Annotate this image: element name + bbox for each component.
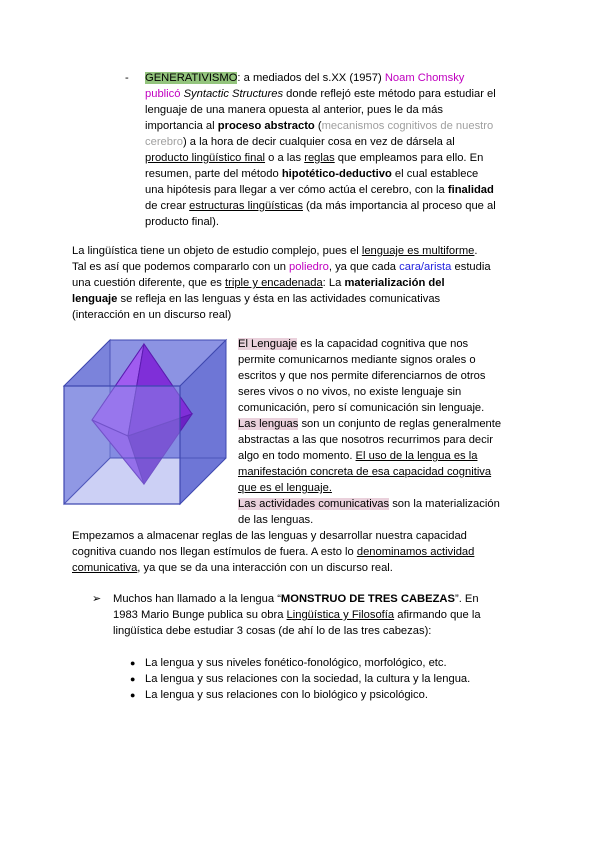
paragraph-line: comunicación, pero sí comunicación sin lenguaje. [238,402,485,414]
paragraph-line: cerebro) a la hora de decir cualquier cosa en vez de dársela al [145,136,455,148]
paragraph-line: cognitiva cuando nos llegan estímulos de fuera. A esto lo denominamos actividad [72,546,475,558]
paragraph-line: La lingüística tiene un objeto de estudio complejo, pues el lenguaje es multiforme. [72,245,478,257]
paragraph-line: El Lenguaje es la capacidad cognitiva que nos [238,338,469,350]
paragraph-line: algo en todo momento. El uso de la lengua es la [238,450,478,462]
bullet-dot-icon: ● [130,674,136,684]
paragraph-line: Muchos han llamado a la lengua “MONSTRUO DE TRES CABEZAS”. En [113,593,479,605]
paragraph-line: Las lenguas son un conjunto de reglas generalmente [238,418,502,430]
list-dash: - [125,72,129,84]
paragraph-line: 1983 Mario Bunge publica su obra Lingüística y Filosofía afirmando que la [113,609,481,621]
paragraph-line: Las actividades comunicativas son la materialización [238,498,500,510]
term-el-lenguaje: El Lenguaje [238,338,298,350]
list-item: La lengua y sus niveles fonético-fonológico, morfológico, etc. [145,657,447,669]
paragraph-line: importancia al proceso abstracto (mecanismos cognitivos de nuestro [145,120,494,132]
paragraph-line: producto lingüístico final o a las reglas que empleamos para ello. En [145,152,484,164]
list-item: La lengua y sus relaciones con la sociedad, la cultura y la lengua. [145,673,471,685]
paragraph-line: lenguaje de una manera opuesta al anterior, pues le da más [145,104,443,116]
paragraph-line: de crear estructuras lingüísticas (da más importancia al proceso que al [145,200,496,212]
chomsky-name: Noam Chomsky [384,72,465,84]
octahedron-in-cube-icon [62,338,228,522]
paragraph-line: una hipótesis para llegar a ver cómo actúa el cerebro, con la finalidad [145,184,494,196]
book-title: Syntactic Structures [183,88,284,100]
paragraph-line: resumen, parte del método hipotético-deductivo el cual establece [145,168,479,180]
paragraph-line: de las lenguas. [238,514,314,526]
paragraph-line: permite comunicarnos mediante signos orales o [238,354,476,366]
paragraph-line: escritos y que nos permite diferenciarnos de otros [238,370,486,382]
generativismo-term: GENERATIVISMO [145,72,238,84]
list-item: La lengua y sus relaciones con lo biológico y psicológico. [145,689,428,701]
paragraph-line: GENERATIVISMO: a mediados del s.XX (1957) Noam Chomsky [145,72,465,84]
term-las-lenguas: Las lenguas [238,418,299,430]
paragraph-line: seres vivos o no vivos, no existe lenguaje sin [238,386,462,398]
bullet-dot-icon: ● [130,690,136,700]
paragraph-line: (interacción en un discurso real) [72,309,232,321]
bullet-dot-icon: ● [130,658,136,668]
paragraph-line: producto final). [145,216,220,228]
paragraph-line: lenguaje se refleja en las lenguas y ésta en las actividades comunicativas [72,293,441,305]
paragraph-line: una cuestión diferente, que es triple y encadenada: La materialización del [72,277,445,289]
paragraph-line: Tal es así que podemos compararlo con un poliedro, ya que cada cara/arista estudia [72,261,491,273]
paragraph-line: lingüística debe estudiar 3 cosas (de ahí lo de las tres cabezas): [113,625,432,637]
paragraph-line: comunicativa, ya que se da una interacción con un discurso real. [72,562,393,574]
term-actividades-comunicativas: Las actividades comunicativas [238,498,390,510]
paragraph-line: que es el lenguaje. [238,482,332,494]
paragraph-line: publicó Syntactic Structures donde reflejó este método para estudiar el [145,88,496,100]
arrow-bullet-icon: ➢ [92,593,102,605]
paragraph-line: manifestación concreta de esa capacidad cognitiva [238,466,492,478]
paragraph-line: Empezamos a almacenar reglas de las lenguas y desarrollar nuestra capacidad [72,530,467,542]
paragraph-line: abstractas a las que nosotros recurrimos para decir [238,434,493,446]
